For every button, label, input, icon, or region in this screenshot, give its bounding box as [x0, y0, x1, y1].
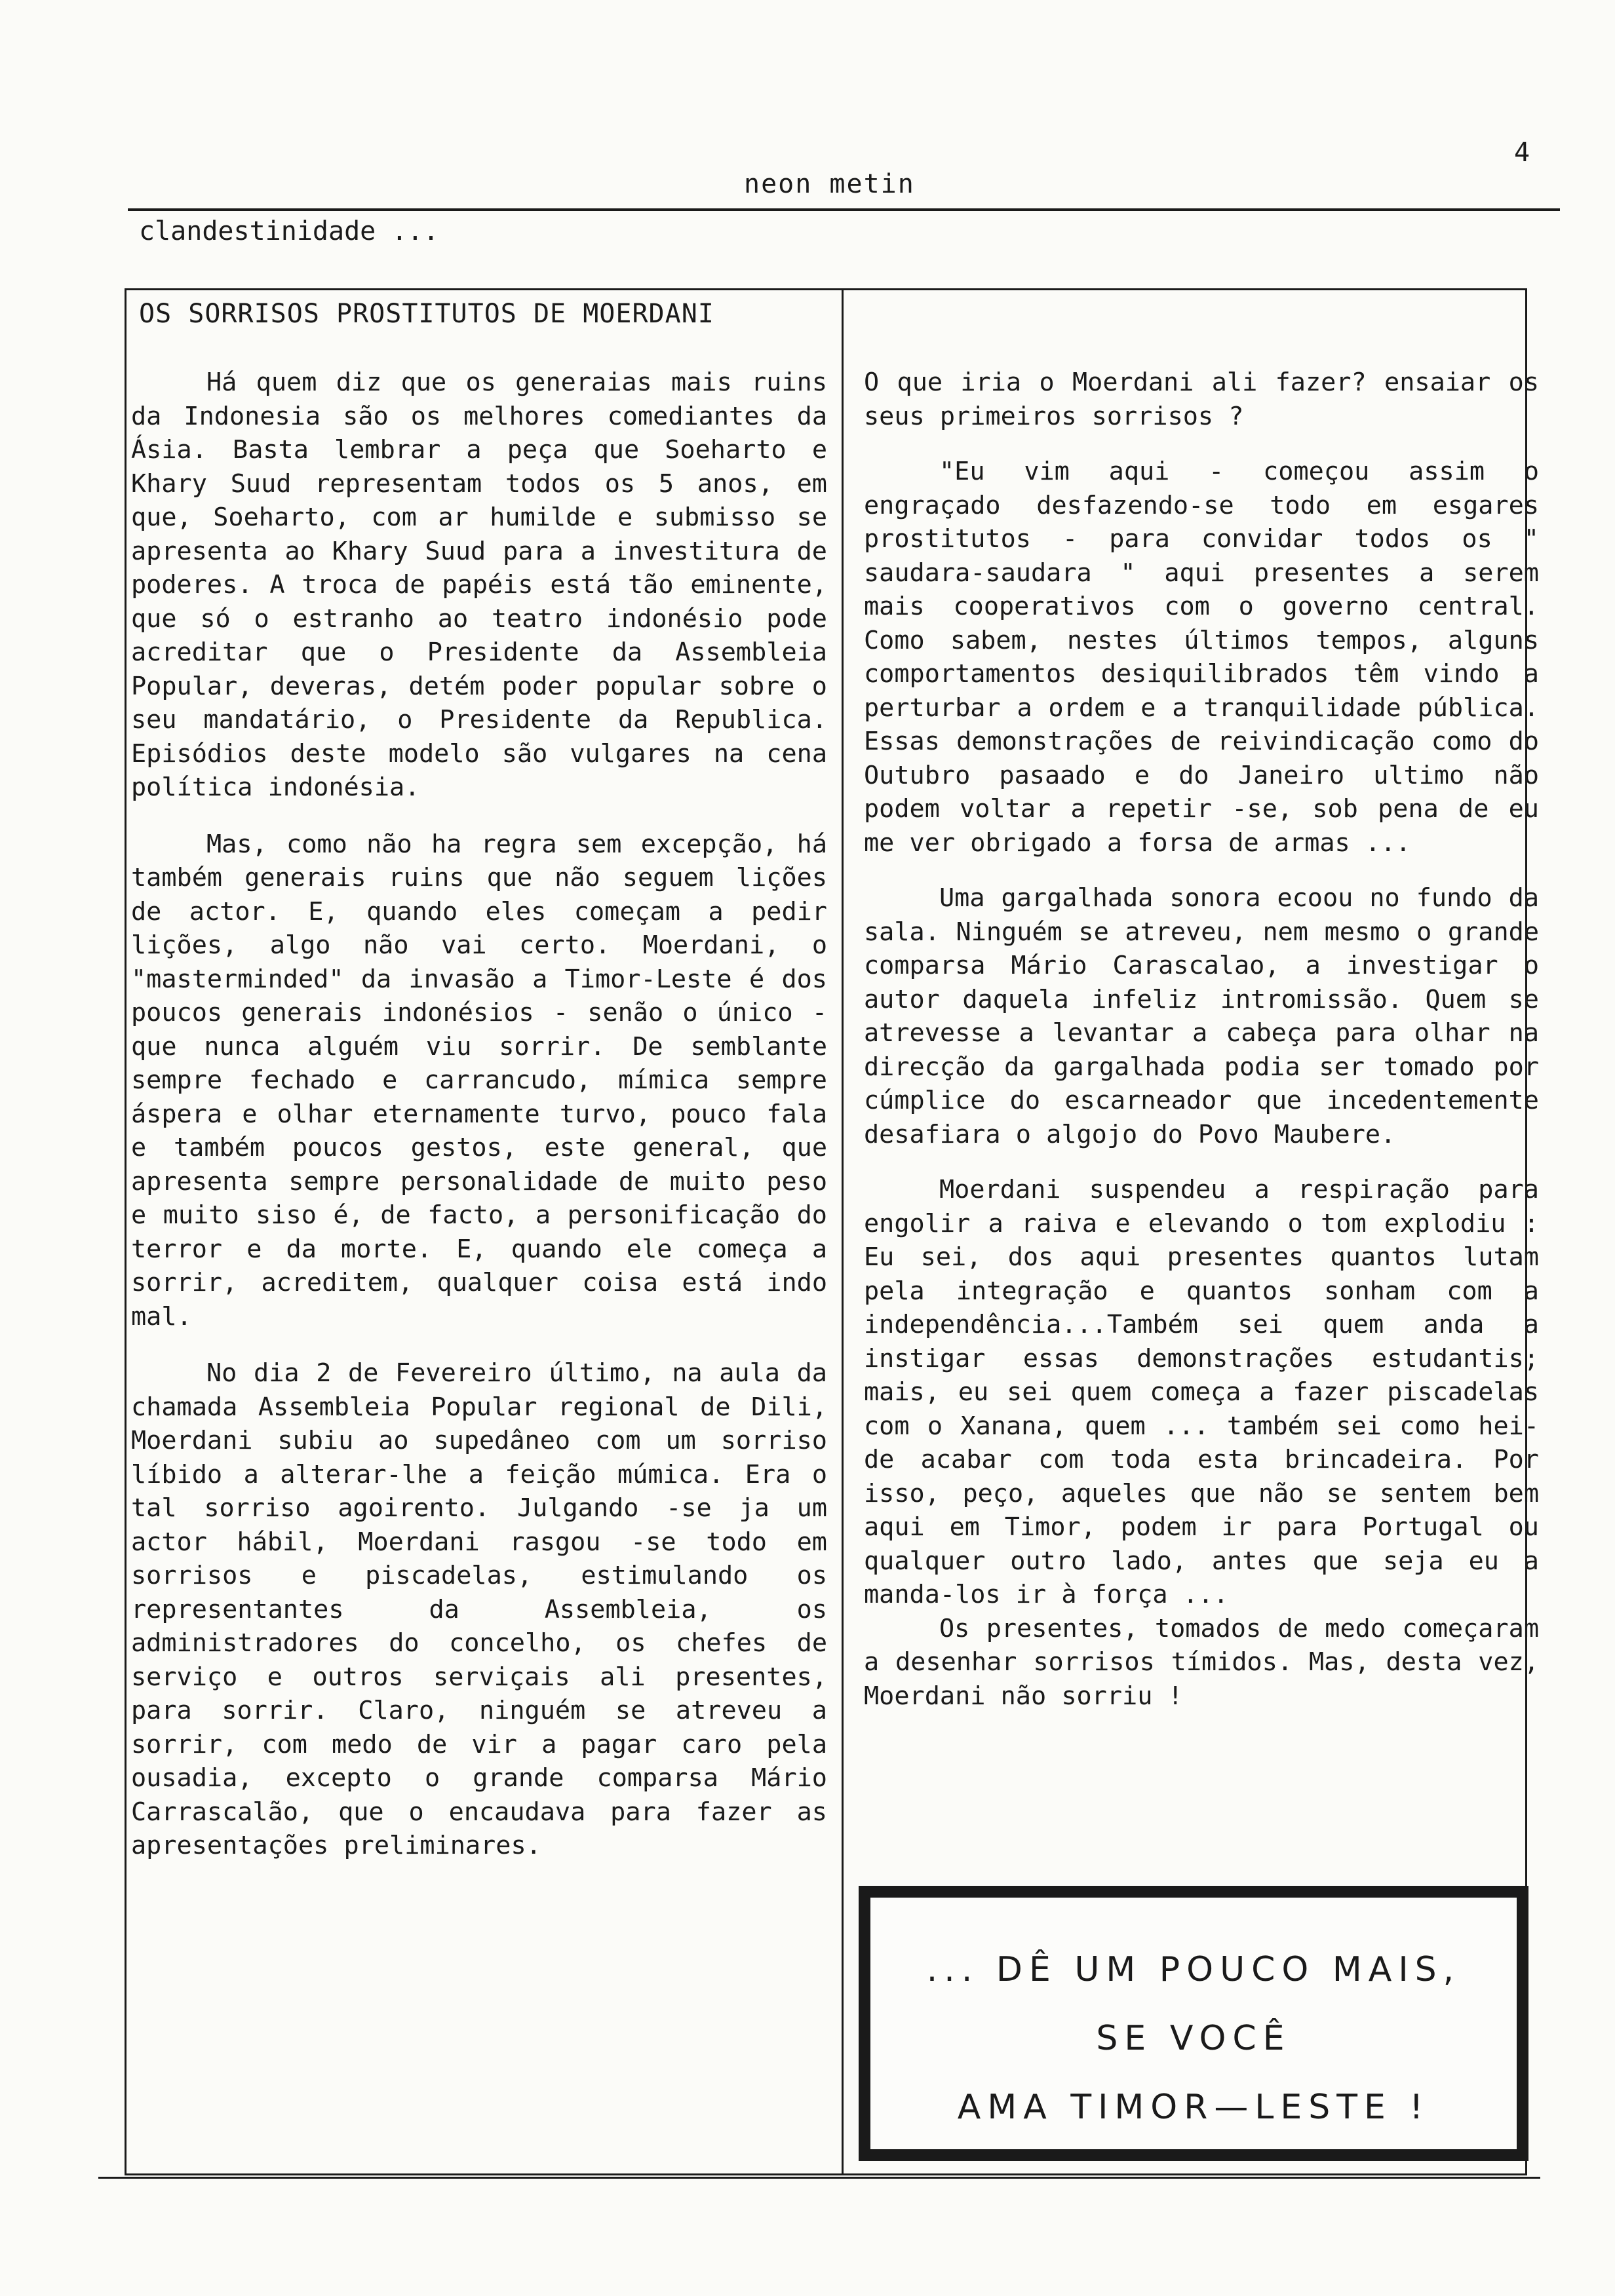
callout-line: ... DÊ UM POUCO MAIS,	[926, 1950, 1461, 1989]
paragraph: Moerdani suspendeu a respiração para engolir a raiva e elevando o tom explodiu : Eu sei, dos aqui presentes quantos lutam pela integração e quantos sonham com a independência...Também sei quem anda a instigar essas demonstrações estudantis; mais, eu sei quem começa a fazer piscadelas com o Xanana, quem ... também sei como hei-de acabar com toda esta brincadeira. Por isso, peço, aqueles que não se sentem bem aqui em Timor, podem ir para Portugal ou qualquer outro lado, antes que seja eu a manda-los ir à força ...	[864, 1175, 1539, 1609]
paragraph: Mas, como não ha regra sem excepção, há também generais ruins que não seguem lições de actor. E, quando eles começam a pedir lições, algo não vai certo. Moerdani, o "masterminded" da invasão a Timor-Leste é dos poucos generais indonésios - senão o único - que nunca alguém viu sorrir. De semblante sempre fechado e carrancudo, mímica sempre áspera e olhar eternamente turvo, pouco fala e também poucos gestos, este general, que apresenta sempre personalidade de muito peso e muito siso é, de facto, a personificação do terror e da morte. E, quando ele começa a sorrir, acreditem, qualquer coisa está indo mal.	[131, 829, 827, 1331]
callout-line: SE VOCÊ	[1096, 2019, 1291, 2058]
column-divider	[842, 288, 844, 2175]
paragraph: Há quem diz que os generaias mais ruins da Indonesia são os melhores comediantes da Ásia. Basta lembrar a peça que Soeharto e Khary Suud representam todos os 5 anos, em que, Soeharto, com ar humilde e submisso se apresenta ao Khary Suud para a investitura de poderes. A troca de papéis está tão eminente, que só o estranho ao teatro indonésio pode acreditar que o Presidente da Assembleia Popular, deveras, detém poder popular sobre o seu mandatário, o Presidente da Republica. Episódios deste modelo são vulgares na cena política indonésia.	[131, 368, 827, 802]
paragraph: Os presentes, tomados de medo começaram a desenhar sorrisos tímidos. Mas, desta vez, Moerdani não sorriu !	[864, 1613, 1539, 1711]
callout-line: AMA TIMOR—LESTE !	[957, 2088, 1430, 2127]
section-label: clandestinidade ...	[139, 216, 439, 246]
bottom-rule	[98, 2177, 1540, 2179]
left-column	[131, 366, 827, 1886]
callout-box	[859, 1886, 1528, 2161]
paragraph: O que iria o Moerdani ali fazer? ensaiar os seus primeiros sorrisos ?	[864, 368, 1539, 431]
article-title: OS SORRISOS PROSTITUTOS DE MOERDANI	[139, 299, 714, 329]
paragraph: Uma gargalhada sonora ecoou no fundo da sala. Ninguém se atreveu, nem mesmo o grande comparsa Mário Carascalao, a investigar o autor daquela infeliz intromissão. Quem se atrevesse a levantar a cabeça para olhar na direcção da gargalhada podia ser tomado por cúmplice do escarneador que incedentemente desafiara o algojo do Povo Maubere.	[864, 883, 1539, 1149]
paragraph: No dia 2 de Fevereiro último, na aula da chamada Assembleia Popular regional de Dili, Moerdani subiu ao supedâneo com um sorriso líbido a alterar-lhe a feição múmica. Era o tal sorriso agoirento. Julgando -se ja um actor hábil, Moerdani rasgou -se todo em sorrisos e piscadelas, estimulando os representantes da Assembleia, os administradores do concelho, os chefes de serviço e outros serviçais ali presentes, para sorrir. Claro, ninguém se atreveu a sorrir, com medo de vir a pagar caro pela ousadia, excepto o grande comparsa Mário Carrascalão, que o encaudava para fazer as apresentações preliminares.	[131, 1358, 827, 1860]
newsletter-title: neon metin	[744, 169, 915, 199]
right-column	[864, 366, 1539, 1734]
header-rule	[128, 208, 1560, 211]
paragraph: "Eu vim aqui - começou assim o engraçado desfazendo-se todo em esgares prostitutos - para convidar todos os " saudara-saudara " aqui presentes a serem mais cooperativos com o governo central. Como sabem, nestes últimos tempos, alguns comportamentos desiquilibrados têm vindo a perturbar a ordem e a tranquilidade pública. Essas demonstrações de reivindicação como do Outubro pasaado e do Janeiro ultimo não podem voltar a repetir -se, sob pena de eu me ver obrigado a forsa de armas ...	[864, 457, 1539, 858]
page-number: 4	[1514, 138, 1530, 168]
